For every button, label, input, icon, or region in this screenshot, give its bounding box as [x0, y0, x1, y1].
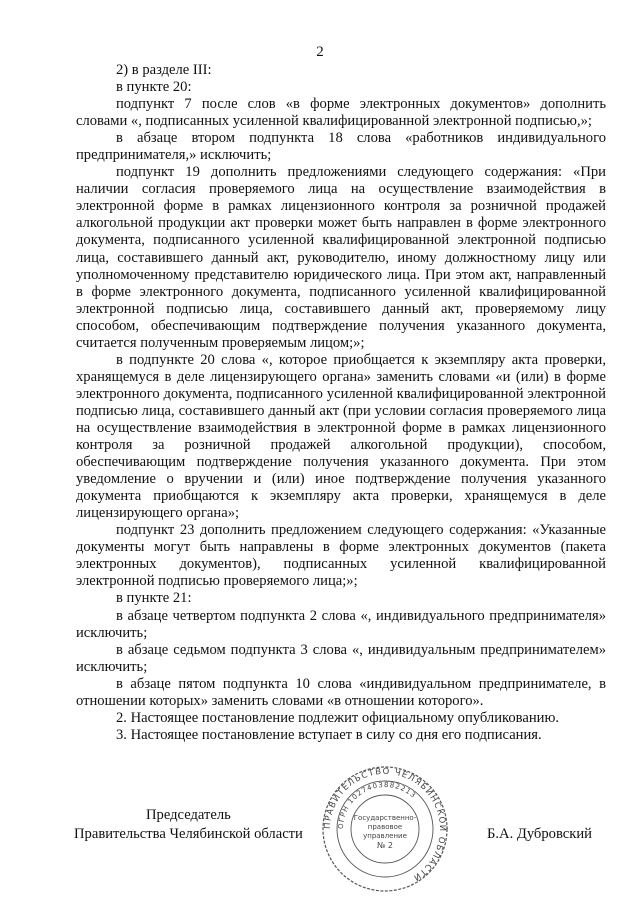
- signatory-name: Б.А. Дубровский: [487, 826, 592, 842]
- page-number: 2: [316, 44, 324, 60]
- paragraph: в пункте 20:: [116, 79, 192, 96]
- stamp-center-line: правовое: [367, 823, 403, 831]
- paragraph: в абзаце пятом подпункта 10 слова «индивидуальном предпринимателе, в отношении которых» заменить словами «в отношении которого».: [76, 675, 606, 709]
- paragraph: 2) в разделе III:: [116, 62, 212, 78]
- paragraph: в пункте 21:: [116, 590, 192, 607]
- paragraph: в абзаце седьмом подпункта 3 слова «, индивидуальным предпринимателем» исключить;: [76, 641, 606, 675]
- stamp-center-line: № 2: [377, 841, 393, 850]
- paragraph: в абзаце четвертом подпункта 2 слова «, индивидуального предпринимателя» исключить;: [76, 607, 606, 641]
- paragraph: подпункт 19 дополнить предложениями следующего содержания: «При наличии согласия проверяемого лица на осуществление взаимодействия в электронной форме в рамках лицензионного контроля за розничной продажей алкогольной продукции акт проверки может быть направлен в форме электронного документа, подписанного усиленной квалифицированной электронной подписью лица, составившего данный акт, руководителю, иному должностному лицу или уполномоченному представителю юридического лица. При этом акт, направленный в форме электронного документа, подписанного усиленной квалифицированной электронной подписью лица, составившего данный акт, проверяемому лицу способом, обеспечивающим подтверждение получения указанного документа, считается полученным проверяемым лицом;»;: [76, 164, 606, 351]
- stamp-center-line: управление: [363, 832, 407, 840]
- stamp-inner-text: ОГРН 1027403882213: [336, 780, 418, 830]
- paragraph: подпункт 7 после слов «в форме электронных документов» дополнить словами «, подписанных усиленной квалифицированной электронной подписью,»;: [76, 96, 606, 130]
- paragraph: подпункт 23 дополнить предложением следующего содержания: «Указанные документы могут быть направлены в форме электронных документов (пакета электронных документов), подписанных усиленной квалифицированной электронной подписью проверяемого лица;»;: [76, 522, 606, 590]
- stamp-center-line: Государственно-: [353, 814, 417, 822]
- paragraph: 2. Настоящее постановление подлежит официальному опубликованию.: [116, 709, 560, 726]
- stamp-seal-icon: [320, 764, 450, 894]
- official-stamp: [320, 764, 450, 894]
- paragraph: в абзаце втором подпункта 18 слова «работников индивидуального предпринимателя,» исключить;: [76, 130, 606, 164]
- signatory-organization: Правительства Челябинской области: [74, 826, 303, 842]
- paragraph: в подпункте 20 слова «, которое приобщается к экземпляру акта проверки, хранящемуся в деле лицензирующего органа» заменить словами «и (или) в форме электронного документа, подписанного усиленной квалифицированной электронной подписью лица, составившего данный акт (при условии согласия проверяемого лица на осуществление взаимодействия в электронной форме в рамках лицензионного контроля за розничной продажей алкогольной продукции), способом, обеспечивающим подтверждение получения указанного документа. При этом уведомление о вручении и (или) иное подтверждение получения указанного документа приобщаются к экземпляру акта проверки, хранящемуся в деле лицензирующего органа»;: [76, 351, 606, 522]
- signatory-title: Председатель: [146, 807, 231, 823]
- stamp-outer-text: ПРАВИТЕЛЬСТВО ЧЕЛЯБИНСКОЙ ОБЛАСТИ: [322, 766, 448, 883]
- document-body: [76, 62, 606, 744]
- paragraph: 3. Настоящее постановление вступает в силу со дня его подписания.: [116, 726, 542, 743]
